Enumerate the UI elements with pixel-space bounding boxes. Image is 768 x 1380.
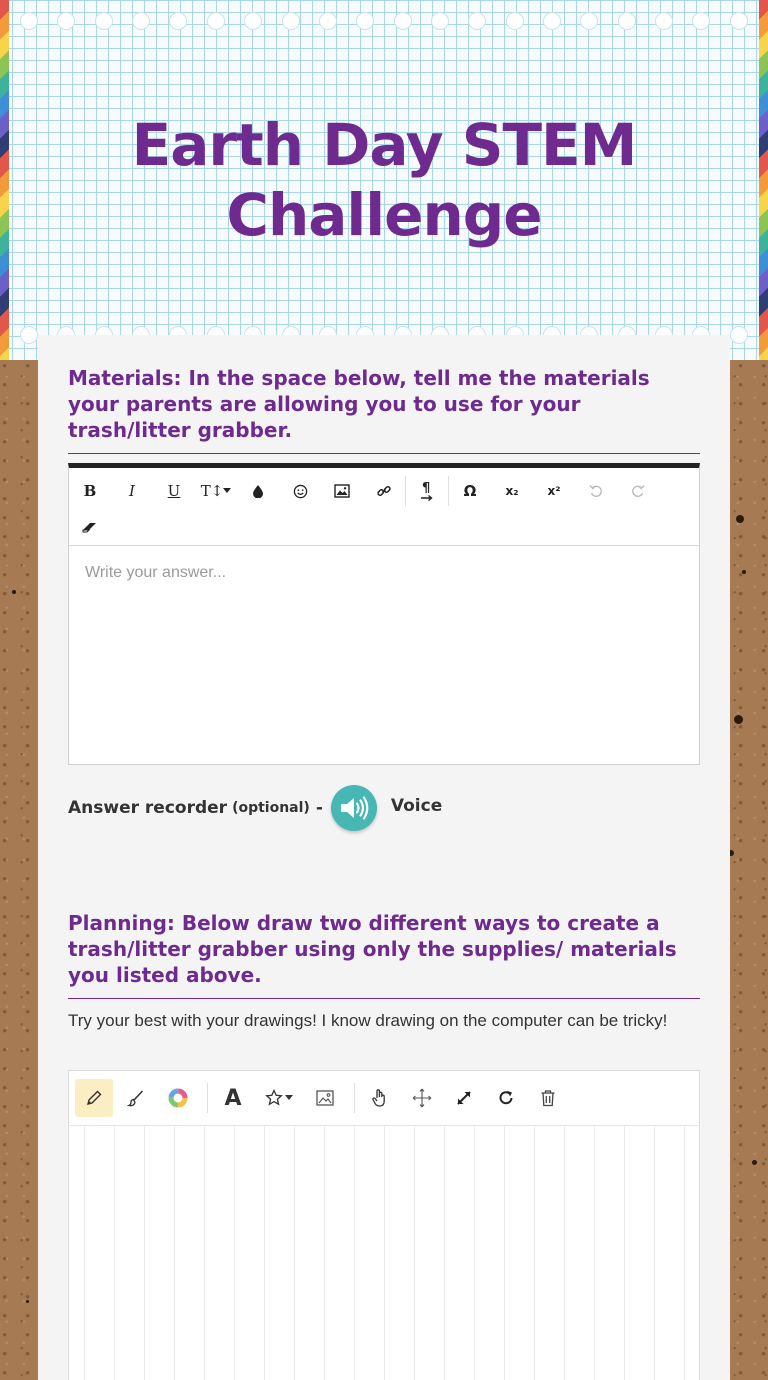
shapes-tool-button[interactable] [256,1079,302,1117]
star-icon [265,1089,285,1107]
binder-holes-top [20,12,748,34]
paragraph-direction-button[interactable] [406,474,448,508]
svg-text:¶: ¶ [422,481,431,496]
clear-format-icon [82,521,98,533]
undo-button[interactable] [575,474,617,508]
image-icon [334,484,350,498]
insert-link-button[interactable] [363,474,405,508]
text-color-button[interactable] [237,474,279,508]
move-icon [412,1088,432,1108]
worksheet-card [38,335,730,1380]
page-title [0,110,768,250]
clear-format-button[interactable] [69,510,111,544]
superscript-button[interactable]: x² [547,484,561,498]
answer-recorder [68,785,442,831]
page-title-line2: Challenge [226,181,542,249]
redo-drawing-button[interactable] [487,1079,525,1117]
redo-icon [631,484,645,498]
hand-pan-icon [371,1088,389,1108]
recorder-label: Answer recorder [68,798,228,818]
undo-icon [589,484,603,498]
voice-label: Voice [390,796,443,816]
toolbar-divider [354,1083,355,1113]
chevron-down-icon [223,488,231,494]
question2-divider [68,998,700,999]
question2-title: Planning: Below draw two different ways to create a trash/litter grabber using only the supplies/ materials you listed above. [68,911,677,987]
brush-icon [127,1089,145,1107]
redo-icon [497,1089,515,1107]
toolbar-divider [207,1083,208,1113]
speaker-icon [339,795,369,821]
expand-icon [455,1089,473,1107]
italic-button[interactable]: I [129,482,135,500]
emoji-icon [293,484,308,499]
recorder-optional-label: (optional) [232,800,310,816]
brush-tool-button[interactable] [117,1079,155,1117]
text-tool-button[interactable]: A [224,1085,242,1111]
fullscreen-button[interactable] [445,1079,483,1117]
pencil-icon [85,1089,103,1107]
underline-button[interactable]: U [167,482,181,500]
drawing-tool [68,1070,700,1380]
text-size-icon: T↕ [200,482,224,500]
text-size-button[interactable] [195,474,237,508]
color-picker-button[interactable] [159,1079,197,1117]
question1-divider [68,453,700,454]
rich-text-editor [68,463,700,765]
pan-tool-button[interactable] [361,1079,399,1117]
color-wheel-icon [168,1088,188,1108]
text-color-icon [252,484,264,498]
move-tool-button[interactable] [403,1079,441,1117]
voice-record-button[interactable] [331,785,377,831]
editor-toolbar [69,468,699,546]
drawing-canvas[interactable] [69,1126,699,1380]
question1-title: Materials: In the space below, tell me the materials your parents are allowing you to use for your trash/litter grabber. [68,366,650,442]
subscript-button[interactable]: x₂ [505,484,519,498]
link-icon [376,483,392,499]
emoji-button[interactable] [279,474,321,508]
pencil-tool-button[interactable] [75,1079,113,1117]
insert-image-button[interactable] [321,474,363,508]
recorder-dash: - [315,798,323,818]
page-title-line1: Earth Day STEM [131,111,637,179]
drawing-toolbar [69,1071,699,1126]
image-icon [316,1090,334,1106]
insert-image-tool-button[interactable] [306,1079,344,1117]
chevron-down-icon [285,1095,293,1101]
paragraph-direction-icon [420,481,434,501]
redo-button[interactable] [617,474,659,508]
special-character-button[interactable]: Ω [463,482,477,500]
trash-icon [540,1089,556,1107]
bold-button[interactable]: B [83,482,97,500]
answer-input[interactable]: Write your answer... [85,564,227,581]
question2-instructions: Try your best with your drawings! I know drawing on the computer can be tricky! [68,1011,668,1030]
delete-drawing-button[interactable] [529,1079,567,1117]
header-banner [0,0,768,360]
